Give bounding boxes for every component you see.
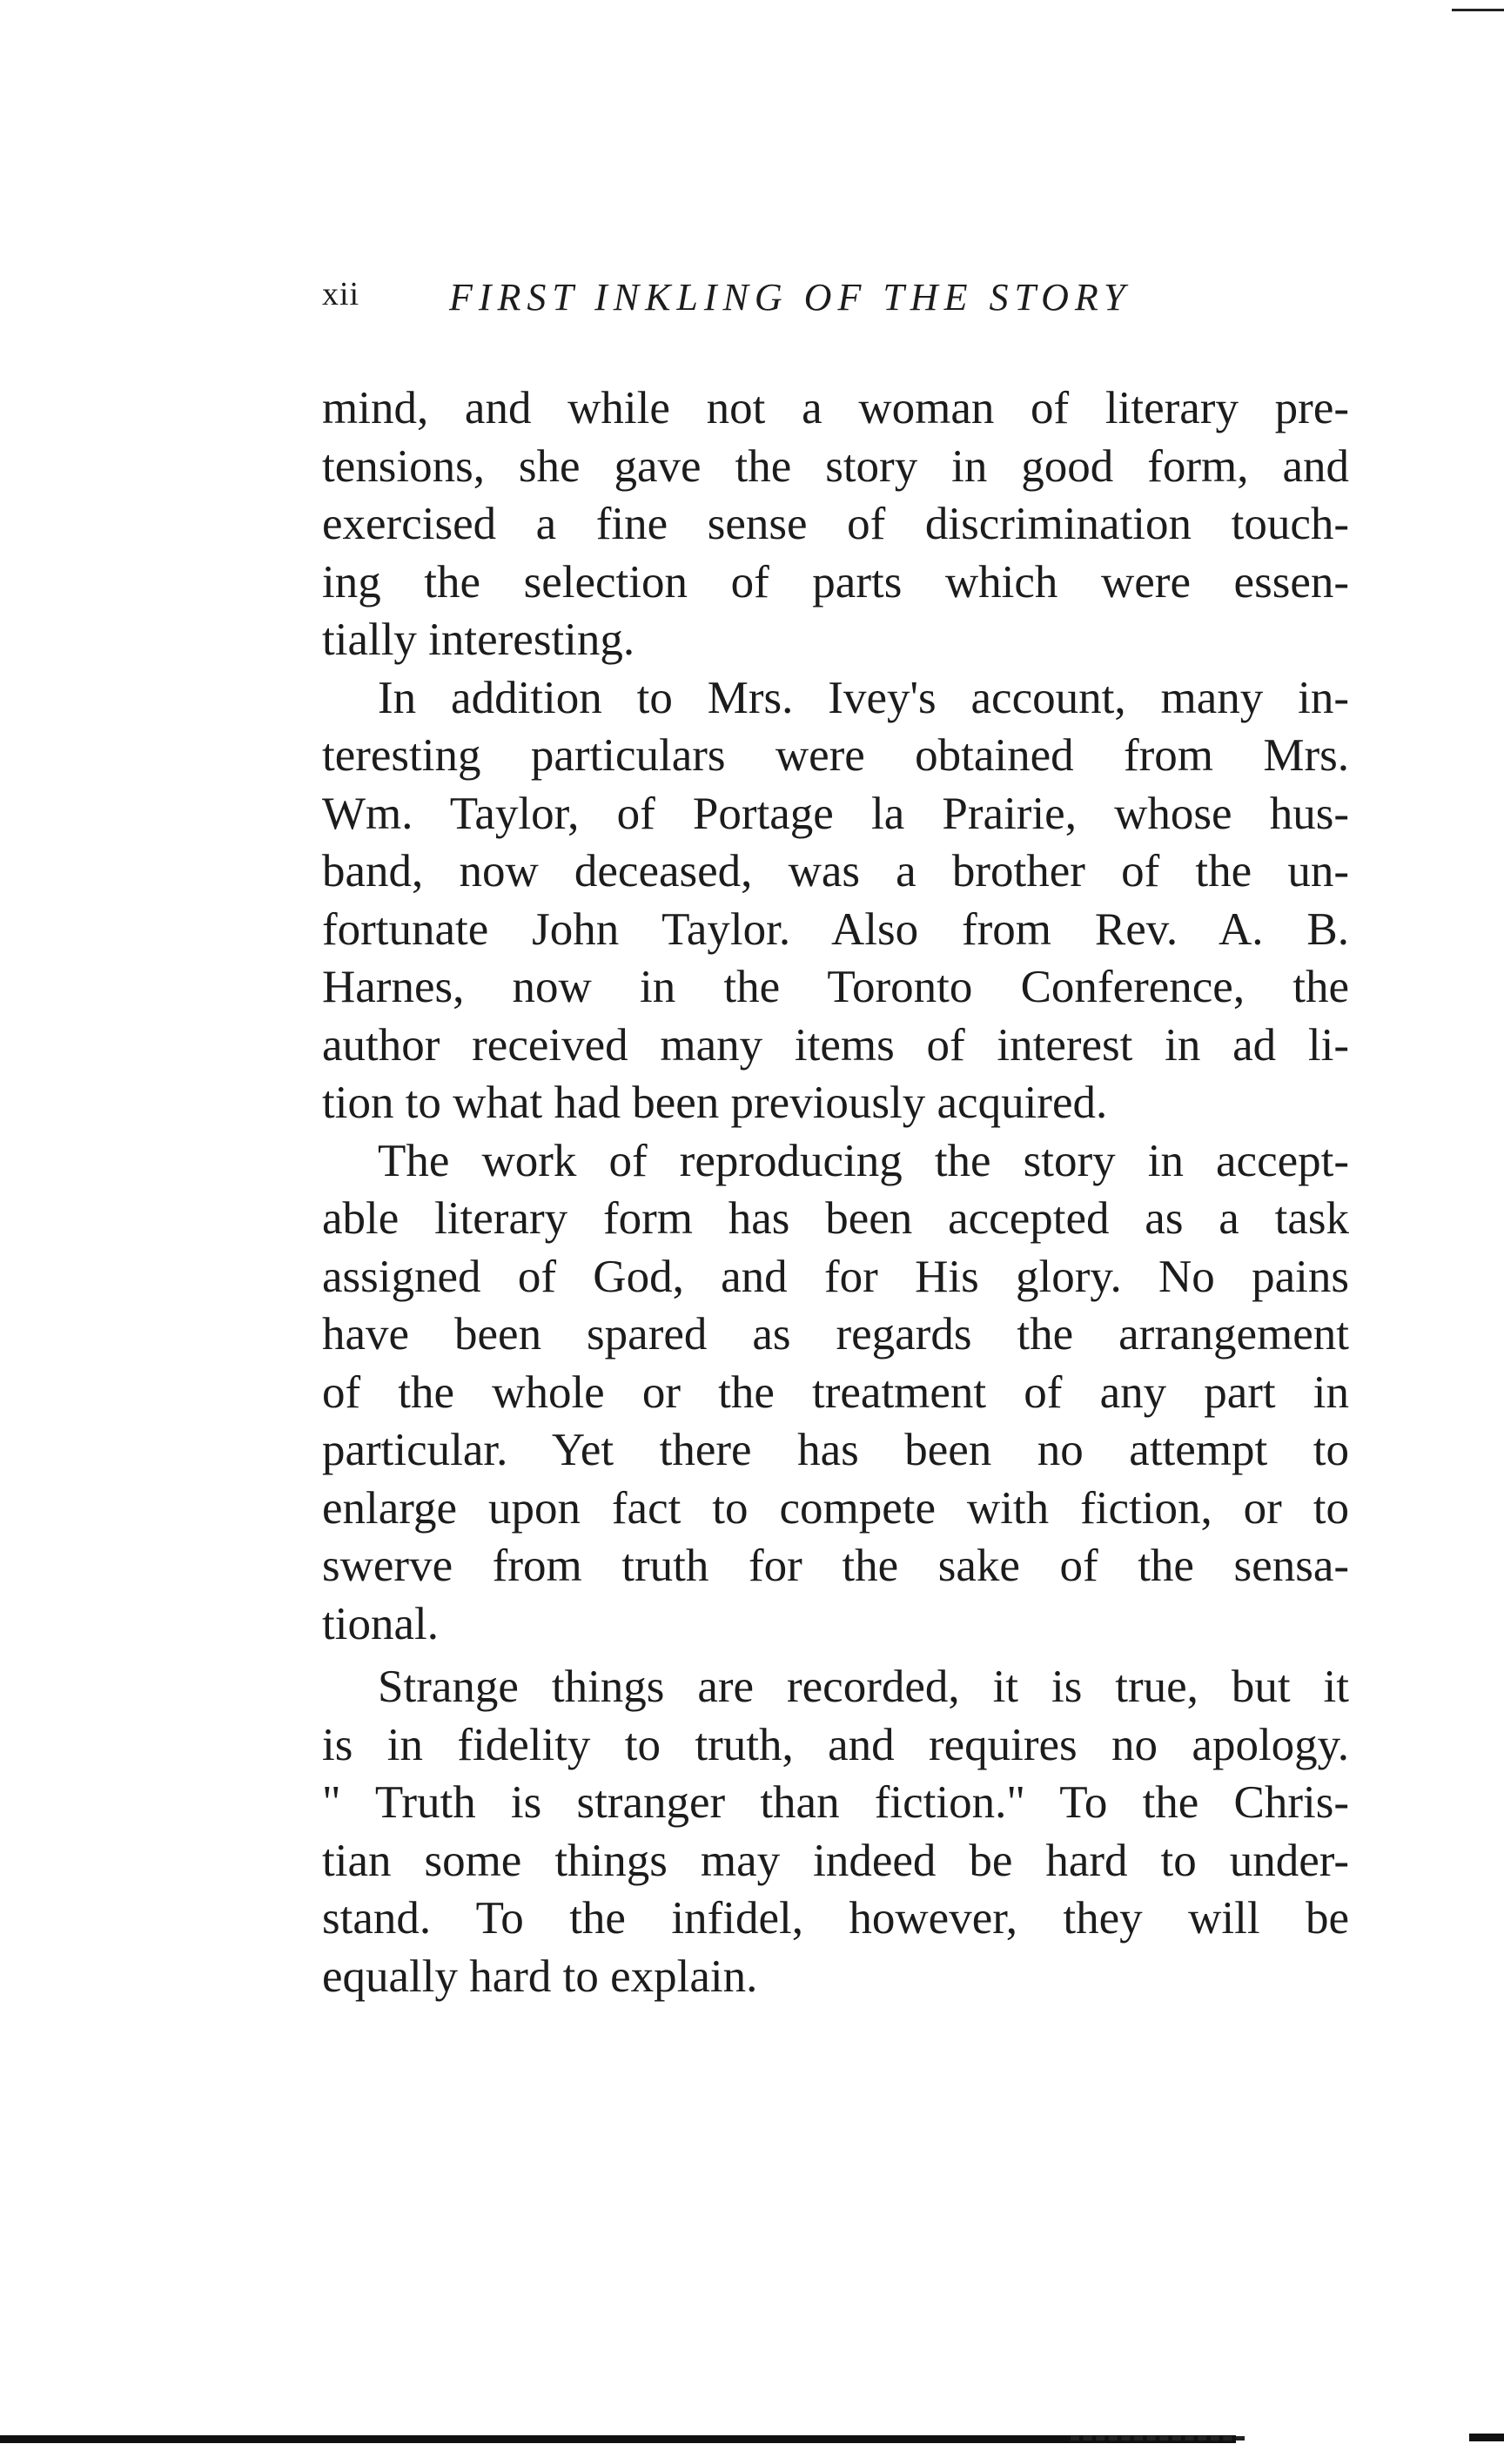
text-line: tially interesting. xyxy=(322,614,635,665)
text-line: teresting particulars were obtained from Mrs. xyxy=(322,730,1349,781)
text-line: exercised a fine sense of discrimination touch- xyxy=(322,499,1349,549)
text-line: author received many items of interest in ad li- xyxy=(322,1019,1349,1071)
paragraph-1 xyxy=(322,379,1349,669)
paragraph-2 xyxy=(322,669,1349,1132)
text-line: In addition to Mrs. Ivey's account, many in- xyxy=(378,672,1349,723)
scan-bottom-rule xyxy=(0,2435,1236,2443)
text-line: fortunate John Taylor. Also from Rev. A. B. xyxy=(322,903,1349,955)
text-line: ing the selection of parts which were essen- xyxy=(322,556,1349,608)
text-line: tion to what had been previously acquired. xyxy=(322,1078,1108,1128)
text-line: The work of reproducing the story in accept- xyxy=(378,1135,1349,1186)
scan-bottom-rule-dashes xyxy=(1071,2436,1245,2441)
text-line: tian some things may indeed be hard to under- xyxy=(322,1835,1349,1886)
text-line: Wm. Taylor, of Portage la Prairie, whose hus- xyxy=(322,788,1349,839)
text-line: tensions, she gave the story in good form, and xyxy=(322,440,1349,492)
text-line: stand. To the infidel, however, they will be xyxy=(322,1893,1349,1944)
running-head xyxy=(322,275,1358,327)
text-line: is in fidelity to truth, and requires no apology. xyxy=(322,1719,1349,1770)
scan-edge-mark xyxy=(1469,2434,1504,2441)
text-line: mind, and while not a woman of literary pre- xyxy=(322,383,1349,433)
text-line: Strange things are recorded, it is true, but it xyxy=(378,1662,1349,1712)
paragraph-3 xyxy=(322,1132,1349,1654)
text-line: equally hard to explain. xyxy=(322,1950,758,2002)
text-line: band, now deceased, was a brother of the un- xyxy=(322,846,1349,896)
text-line: tional. xyxy=(322,1598,439,1649)
text-line: have been spared as regards the arrangement xyxy=(322,1309,1349,1360)
text-line: able literary form has been accepted as a task xyxy=(322,1193,1349,1244)
text-line: swerve from truth for the sake of the sensa- xyxy=(322,1541,1349,1591)
scan-edge-mark xyxy=(1452,9,1504,11)
page-number: xii xyxy=(322,276,360,312)
running-title: FIRST INKLING OF THE STORY xyxy=(449,276,1131,319)
text-line: Harnes, now in the Toronto Conference, the xyxy=(322,962,1349,1012)
text-line: particular. Yet there has been no attempt to xyxy=(322,1425,1349,1475)
text-line: assigned of God, and for His glory. No pains xyxy=(322,1251,1349,1302)
text-line: of the whole or the treatment of any part in xyxy=(322,1366,1349,1418)
paragraph-4 xyxy=(322,1658,1349,2005)
body-text xyxy=(322,379,1349,2005)
text-line: " Truth is stranger than fiction." To the Chris- xyxy=(322,1777,1349,1828)
text-line: enlarge upon fact to compete with fiction, or to xyxy=(322,1482,1349,1534)
